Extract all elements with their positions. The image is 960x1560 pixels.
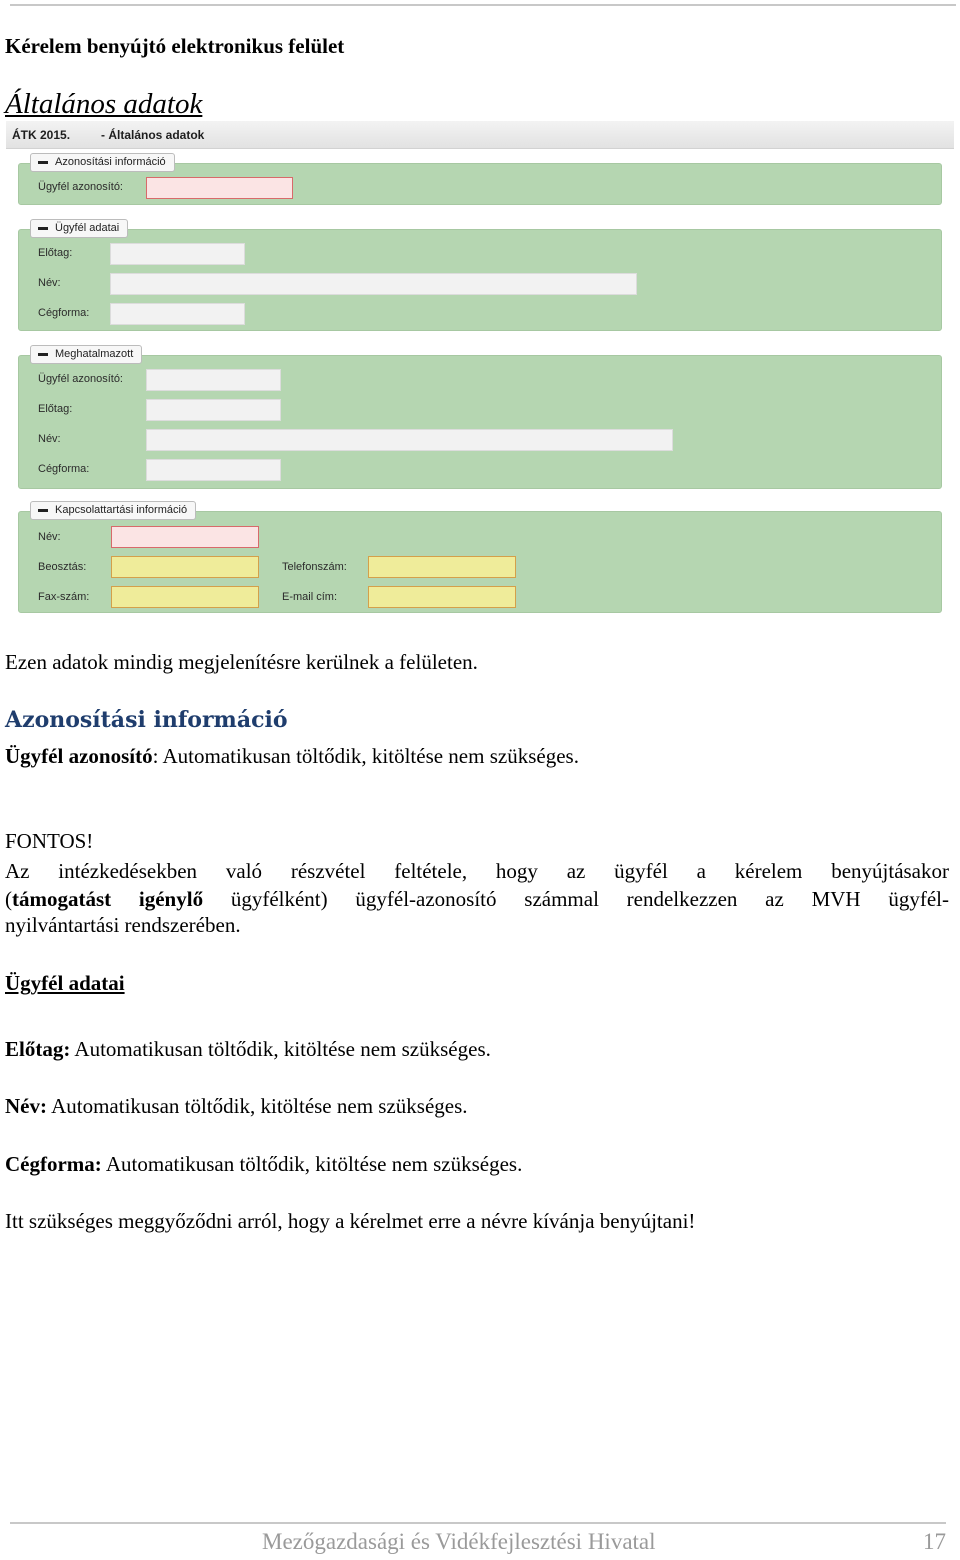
elotag-desc: Automatikusan töltődik, kitöltése nem szükséges. <box>70 1037 491 1061</box>
meghatalmazott-nev-input[interactable] <box>146 429 673 451</box>
legend-meghatalmazott[interactable] <box>30 345 142 364</box>
collapse-minus-icon <box>38 161 48 164</box>
legend-ugyfel-label: Ügyfél adatai <box>55 222 120 234</box>
field-label: E-mail cím: <box>282 591 337 603</box>
field-label: Név: <box>38 433 61 445</box>
nev-term: Név: <box>5 1094 47 1118</box>
top-rule <box>10 4 956 6</box>
legend-meghatalmazott-label: Meghatalmazott <box>55 348 134 360</box>
field-label: Ügyfél azonosító: <box>38 373 123 385</box>
legend-kapcsolat-label: Kapcsolattartási információ <box>55 504 188 516</box>
fontos-line-2-rest: ügyfélként) ügyfél-azonosító számmal rendelkezzen az MVH ügyfél- <box>203 887 949 911</box>
field-label: Előtag: <box>38 403 73 415</box>
meghatalmazott-cegforma-input[interactable] <box>146 459 281 481</box>
legend-kapcsolat[interactable] <box>30 501 196 520</box>
form-header-title: - Általános adatok <box>101 128 205 142</box>
intro-text: Ezen adatok mindig megjelenítésre kerülnek a felületen. <box>5 650 478 674</box>
form-header-bar <box>6 121 954 149</box>
field-label: Ügyfél azonosító: <box>38 181 123 193</box>
ugyfel-azonosito-desc: : Automatikusan töltődik, kitöltése nem szükséges. <box>152 744 579 768</box>
elotag-input[interactable] <box>110 243 245 265</box>
nev-desc: Automatikusan töltődik, kitöltése nem szükséges. <box>46 1094 468 1118</box>
field-label: Cégforma: <box>38 307 90 319</box>
nev-input[interactable] <box>110 273 637 295</box>
fontos-label: FONTOS! <box>5 829 94 853</box>
document-heading: Kérelem benyújtó elektronikus felület <box>5 34 345 58</box>
field-label: Név: <box>38 277 61 289</box>
paren: ( <box>5 887 12 911</box>
meghatalmazott-azonosito-input[interactable] <box>146 369 281 391</box>
tamogatast-igenylo-term: támogatást igénylő <box>12 887 204 911</box>
form-screenshot <box>6 121 954 621</box>
azonositasi-heading: Azonosítási információ <box>5 707 288 733</box>
kapcsolat-nev-input[interactable] <box>111 526 259 548</box>
warning-text: Itt szükséges meggyőződni arról, hogy a kérelmet erre a névre kívánja benyújtani! <box>5 1209 696 1233</box>
field-label: Cégforma: <box>38 463 90 475</box>
ugyfel-adatai-heading: Ügyfél adatai <box>5 971 125 995</box>
fontos-line-1: Az intézkedésekben való részvétel feltétele, hogy az ügyfél a kérelem benyújtásakor <box>5 859 949 883</box>
collapse-minus-icon <box>38 353 48 356</box>
field-label: Telefonszám: <box>282 561 347 573</box>
field-label: Fax-szám: <box>38 591 90 603</box>
cegforma-term: Cégforma: <box>5 1152 102 1176</box>
legend-azonositasi-label: Azonosítási információ <box>55 156 166 168</box>
form-header-year: ÁTK 2015. <box>12 128 71 142</box>
cegforma-desc: Automatikusan töltődik, kitöltése nem szükséges. <box>101 1152 523 1176</box>
fontos-line-2 <box>5 885 949 913</box>
footer-organization: Mezőgazdasági és Vidékfejlesztési Hivatal <box>262 1529 656 1554</box>
meghatalmazott-elotag-input[interactable] <box>146 399 281 421</box>
legend-ugyfel[interactable] <box>30 219 128 238</box>
fontos-line-3: nyilvántartási rendszerében. <box>5 913 241 937</box>
page-number: 17 <box>923 1529 946 1554</box>
ugyfel-azonosito-input[interactable] <box>146 177 293 199</box>
ugyfel-azonosito-term: Ügyfél azonosító <box>5 744 153 768</box>
nev-paragraph <box>5 1094 468 1119</box>
footer-rule <box>10 1522 946 1524</box>
collapse-minus-icon <box>38 227 48 230</box>
beosztas-input[interactable] <box>111 556 259 578</box>
ugyfel-azonosito-paragraph <box>5 744 579 769</box>
elotag-paragraph <box>5 1037 491 1062</box>
field-label: Előtag: <box>38 247 73 259</box>
elotag-term: Előtag: <box>5 1037 71 1061</box>
telefonszam-input[interactable] <box>368 556 516 578</box>
field-label: Név: <box>38 531 61 543</box>
section-title: Általános adatok <box>5 88 203 120</box>
collapse-minus-icon <box>38 509 48 512</box>
cegforma-paragraph <box>5 1152 522 1177</box>
email-input[interactable] <box>368 586 516 608</box>
fax-input[interactable] <box>111 586 259 608</box>
legend-azonositasi[interactable] <box>30 153 175 172</box>
field-label: Beosztás: <box>38 561 87 573</box>
cegforma-input[interactable] <box>110 303 245 325</box>
